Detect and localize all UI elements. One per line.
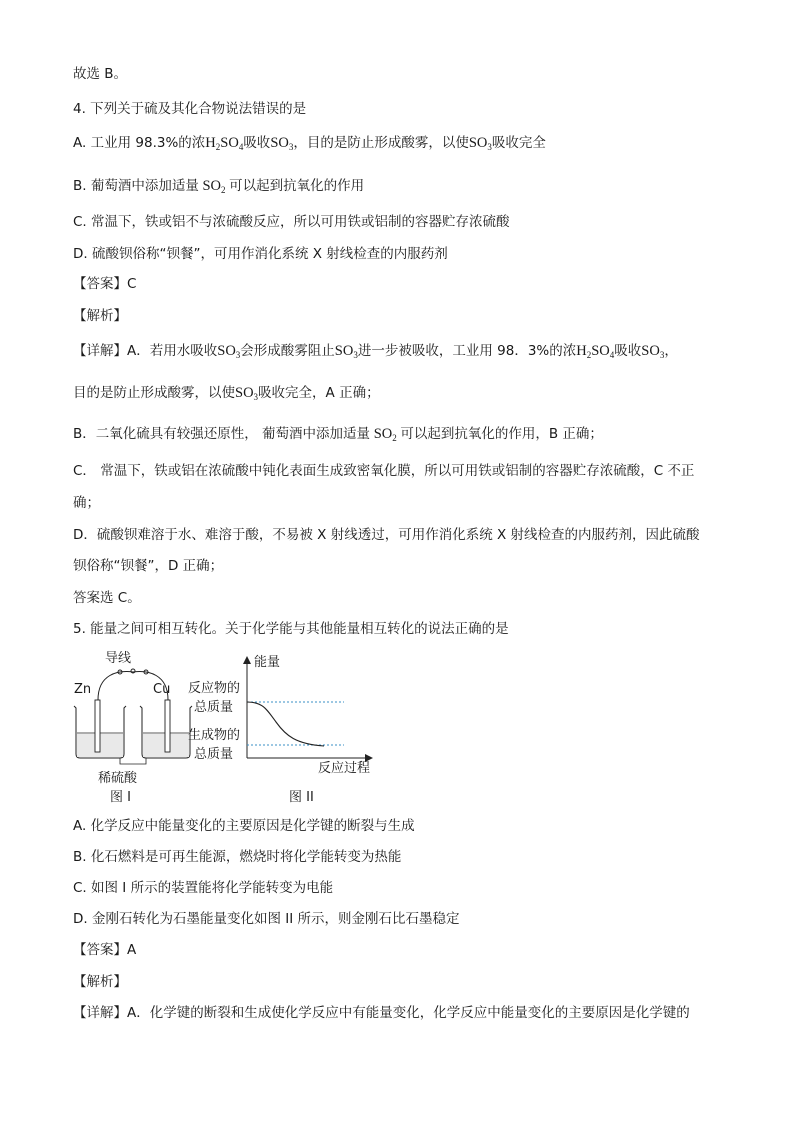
option-text: 吸收完全: [491, 135, 546, 151]
q4-detail-d-line1: D．硫酸钡难溶于水、难溶于酸，不易被 X 射线透过，可用作消化系统 X 射线检查的内服药剂，因此硫酸: [73, 527, 700, 543]
option-label: A.: [73, 135, 91, 151]
answer-value: A: [127, 942, 137, 958]
x-axis-label: 反应过程: [318, 761, 371, 776]
zn-electrode: [95, 700, 100, 752]
answer-value: C: [127, 276, 137, 292]
previous-answer-line: 故选 B。: [73, 66, 128, 82]
formula-h2so4: $H_2SO_4$: [205, 135, 244, 152]
answer-tag: 【答案】: [73, 276, 127, 292]
reactant-label-line1: 反应物的: [188, 681, 241, 696]
acid-label: 稀硫酸: [98, 771, 138, 786]
q4-option-c: C. 常温下，铁或铝不与浓硫酸反应，所以可用铁或铝制的容器贮存浓硫酸: [73, 214, 510, 230]
q4-detail-a-line1: 【详解】A．若用水吸收$SO_3$会形成酸雾阻止$SO_3$进一步被吸收，工业用 98．3%的浓$H_2SO_4$吸收$SO_3$，: [73, 343, 678, 360]
q4-detail-b: B．二氧化硫具有较强还原性， 葡萄酒中添加适量 $SO_2$ 可以起到抗氧化的作用，B 正确；: [73, 426, 603, 443]
option-text: 吸收: [243, 135, 271, 151]
detail-tag: 【详解】: [73, 343, 127, 359]
wire-label: 导线: [105, 651, 132, 666]
salt-connector: [120, 758, 146, 764]
option-label: B.: [73, 178, 91, 194]
energy-curve: [247, 702, 324, 746]
q4-option-d: D. 硫酸钡俗称“钡餐”，可用作消化系统 X 射线检查的内服药剂: [73, 246, 448, 262]
zn-electrode-label: Zn: [74, 682, 92, 697]
q5-option-b: B. 化石燃料是可再生能源，燃烧时将化学能转变为热能: [73, 849, 402, 865]
formula-so2: $SO_2$: [373, 426, 397, 443]
q5-answer: [73, 940, 136, 960]
formula-so3: $SO_3$: [235, 385, 259, 402]
formula-so3: $SO_3$: [468, 135, 492, 152]
option-text: 工业用 98.3%的浓: [90, 135, 206, 151]
q4-detail-c-line1: C． 常温下，铁或铝在浓硫酸中钝化表面生成致密氧化膜，所以可用铁或铝制的容器贮存浓硫酸，C 不正: [73, 463, 695, 479]
q4-detail-c-line2: 确；: [73, 495, 100, 511]
figure-2-caption: 图 II: [289, 790, 314, 805]
figure-1-caption: 图 I: [110, 790, 131, 805]
cu-electrode: [165, 700, 170, 752]
reactant-label-line2: 总质量: [194, 700, 234, 715]
q4-analysis-tag: 【解析】: [73, 308, 127, 324]
answer-tag: 【答案】: [73, 942, 127, 958]
formula-h2so4: $H_2SO_4$: [576, 343, 615, 360]
q4-detail-a-line2: 目的是防止形成酸雾，以使$SO_3$吸收完全，A 正确；: [73, 385, 380, 402]
formula-so3: $SO_3$: [334, 343, 358, 360]
formula-so3: $SO_3$: [641, 343, 665, 360]
q4-detail-d-line2: 钡俗称“钡餐”，D 正确；: [73, 558, 224, 574]
q5-detail-line1: 【详解】A．化学键的断裂和生成使化学反应中有能量变化，化学反应中能量变化的主要原因是化学键的: [73, 1005, 690, 1021]
q4-answer: [73, 274, 136, 294]
figure-1-galvanic-cell: [68, 648, 198, 808]
option-text: 可以起到抗氧化的作用: [229, 178, 365, 194]
formula-so2: $SO_2$: [202, 178, 226, 195]
q5-stem: 5. 能量之间可相互转化。关于化学能与其他能量相互转化的说法正确的是: [73, 621, 509, 637]
q4-stem: 4. 下列关于硫及其化合物说法错误的是: [73, 101, 307, 117]
formula-so3: $SO_3$: [217, 343, 241, 360]
q4-conclusion: 答案选 C。: [73, 590, 141, 606]
figure-2-energy-diagram: [184, 648, 384, 808]
option-text: ，目的是防止形成酸雾，以使: [293, 135, 469, 151]
formula-so3: $SO_3$: [270, 135, 294, 152]
q5-analysis-tag: 【解析】: [73, 974, 127, 990]
q4-option-b: [73, 176, 364, 196]
y-axis-label: 能量: [254, 655, 281, 670]
detail-tag: 【详解】: [73, 1005, 127, 1021]
product-label-line2: 总质量: [194, 747, 234, 762]
option-text: 葡萄酒中添加适量: [90, 178, 199, 194]
cu-electrode-label: Cu: [153, 682, 171, 697]
q5-option-a: A. 化学反应中能量变化的主要原因是化学键的断裂与生成: [73, 818, 415, 834]
product-label-line1: 生成物的: [188, 728, 241, 743]
q5-option-c: C. 如图 I 所示的装置能将化学能转变为电能: [73, 880, 334, 896]
q4-option-a: [73, 133, 546, 153]
q5-option-d: D. 金刚石转化为石墨能量变化如图 II 所示，则金刚石比石墨稳定: [73, 911, 460, 927]
